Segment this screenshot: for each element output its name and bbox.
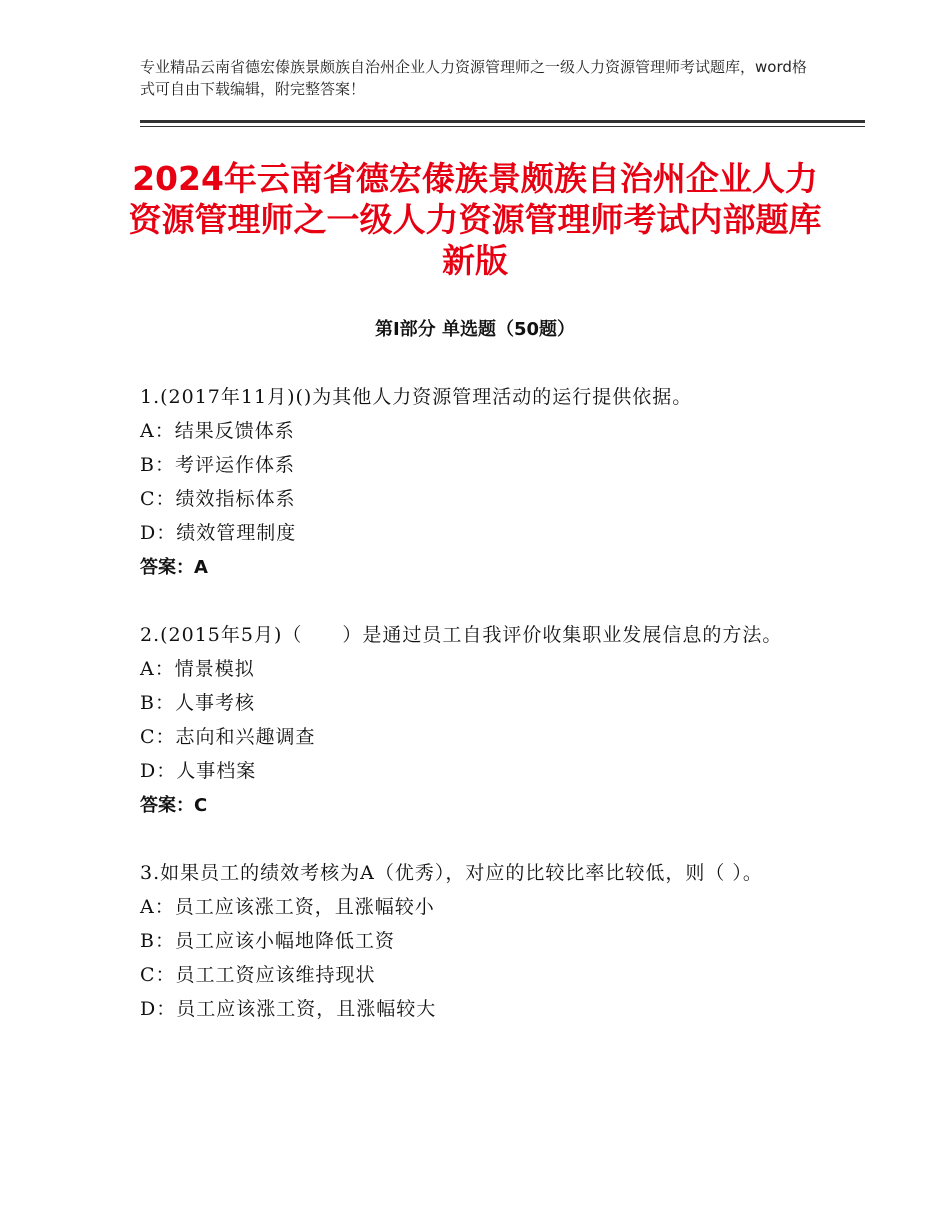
option-c: C：员工工资应该维持现状 (140, 964, 376, 986)
option-d: D：绩效管理制度 (140, 522, 297, 544)
question-3 (140, 856, 820, 1026)
header-divider-thin (140, 126, 865, 127)
option-b: B：考评运作体系 (140, 454, 295, 476)
header-note: 专业精品云南省德宏傣族景颇族自治州企业人力资源管理师之一级人力资源管理师考试题库，word格式可自由下载编辑，附完整答案！ (140, 58, 807, 98)
option-b: B：人事考核 (140, 692, 255, 714)
option-d: D：员工应该涨工资，且涨幅较大 (140, 998, 437, 1020)
question-stem: 3.如果员工的绩效考核为A（优秀），对应的比较比率比较低，则（ ）。 (140, 862, 763, 884)
answer: 答案：A (140, 557, 208, 578)
question-stem: 1.(2017年11月)()为其他人力资源管理活动的运行提供依据。 (140, 386, 693, 408)
section-title: 第Ⅰ部分 单选题（50题） (374, 319, 575, 340)
question-1 (140, 380, 820, 586)
option-a: A：员工应该涨工资，且涨幅较小 (140, 896, 435, 918)
option-d: D：人事档案 (140, 760, 257, 782)
document-title: 2024年云南省德宏傣族景颇族自治州企业人力资源管理师之一级人力资源管理师考试内部题库新版 (128, 159, 822, 280)
option-c: C：绩效指标体系 (140, 488, 296, 510)
header-divider (140, 120, 865, 123)
question-2 (140, 618, 820, 824)
question-list (140, 380, 820, 1058)
question-stem: 2.(2015年5月)（ ）是通过员工自我评价收集职业发展信息的方法。 (140, 624, 783, 646)
option-c: C：志向和兴趣调查 (140, 726, 316, 748)
option-a: A：情景模拟 (140, 658, 255, 680)
answer: 答案：C (140, 795, 208, 816)
option-b: B：员工应该小幅地降低工资 (140, 930, 395, 952)
option-a: A：结果反馈体系 (140, 420, 295, 442)
